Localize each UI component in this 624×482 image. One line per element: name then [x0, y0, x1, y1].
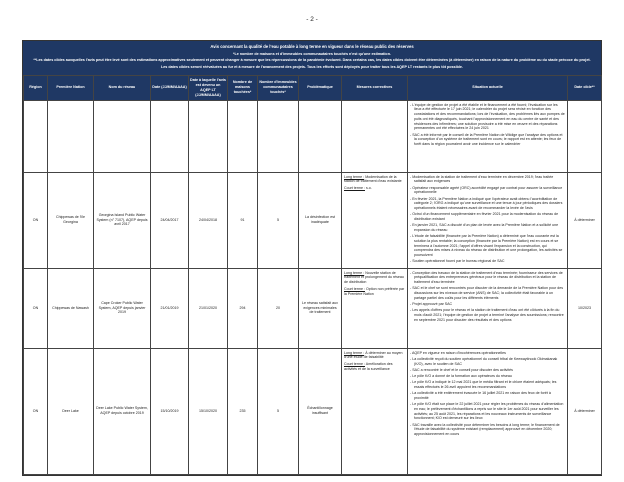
measure-long-text: Modernisation de la station de traitement d'eau existante — [344, 174, 402, 184]
col-header-system-name: Nom du réseau — [94, 75, 151, 100]
situation-bullet: - Le pôle K/O a donné de la formation aux opérateurs du réseau — [410, 374, 565, 379]
page-number: - 2 - — [306, 16, 318, 23]
situation-bullet: - La collectivité a été entièrement évacuée le 16 juillet 2021 en raison des feux de forêt à proximité — [410, 391, 565, 400]
cell-system-name — [94, 100, 151, 172]
cell-issue: Échantillonnage insuffisant — [299, 348, 342, 474]
advisories-table — [22, 40, 602, 476]
situation-bullet: - En février 2021, la Première Nation a indiqué que l'opérateur avait obtenu l'accréditation de catégorie 2; l'ORG a indiqué qu'une surveillance et une tenue à jour périodiques des dossiers opérationnels étaient nécessaires avant de recommander la levée de l'avis — [410, 197, 565, 211]
measure-long-text: À déterminer au moyen d'une étude de faisabilité — [344, 350, 403, 360]
cell-date: 24/04/2017 — [151, 172, 189, 268]
col-header-issue: Problématique — [299, 75, 342, 100]
situation-bullet: - Conception des travaux de la station de traitement d'eau terminée; fournisseur des services de préqualification des entrepreneurs généraux pour le réseau de distribution et la station de traitement d'eau terminée — [410, 271, 565, 285]
cell-first-nation — [48, 100, 94, 172]
cell-homes: 235 — [228, 348, 258, 474]
cell-system-name: Georgina Island Public Water System (n° 7107), AQEP depuis avril 2017 — [94, 172, 151, 268]
cell-target-date: À déterminer — [568, 348, 602, 474]
cell-date: 15/10/2019 — [151, 348, 189, 474]
cell-system-name: Cape Croker Public Water System, AQEP depuis janvier 2019 — [94, 268, 151, 348]
col-header-target-date: Date cible** — [568, 75, 602, 100]
col-header-buildings: Nombre d'immeubles communautaires touchés* — [258, 75, 299, 100]
cell-buildings: 5 — [258, 172, 299, 268]
cell-homes — [228, 100, 258, 172]
measure-long-label: Long terme : — [344, 350, 365, 355]
measure-court-label: Court terme : — [344, 362, 365, 367]
situation-bullet: - SAC et le chef se sont rencontrés pour discuter de la demande de la Première Nation pour des discussions sur les niveaux de service (ANS) de SAC; la collectivité était favorable à un partage partiel des coûts pour les différents éléments — [410, 286, 565, 300]
cell-situation — [408, 268, 568, 348]
situation-bullet: - AQEP en vigueur en raison d'incohérences opérationnelles — [410, 351, 565, 356]
cell-date — [151, 100, 189, 172]
situation-bullet: - Modernisation de la station de traitement d'eau terminée en décembre 2019; l'eau traitée satisfait aux exigences — [410, 175, 565, 184]
situation-bullet: - Soutien opérationnel fourni par le bureau régional de SAC — [410, 259, 565, 264]
cell-measures — [342, 348, 408, 474]
cell-first-nation: Chippewas de l'île Georgina — [48, 172, 94, 268]
measure-court-text: s.o. — [365, 186, 372, 191]
table-row — [24, 172, 602, 268]
cell-measures — [342, 172, 408, 268]
cell-region: ON — [24, 268, 48, 348]
situation-bullet: - Les appels d'offres pour le réseau et la station de traitement d'eau ont été clôturés à la fin du mois d'août 2021; l'équipe de gestion de projet a terminé l'analyse des soumissions; rencontre en septembre 2021 pour discuter des résultats et des options — [410, 308, 565, 322]
situation-bullet: - En janvier 2021, SAC a discuté d'un plan de levée avec la Première Nation et a sollicité une expansion du réseau — [410, 223, 565, 232]
cell-target-date: À déterminer — [568, 172, 602, 268]
cell-measures — [342, 100, 408, 172]
cell-buildings: 20 — [258, 268, 299, 348]
situation-bullet: - Octroi d'un financement supplémentaire en février 2021 pour la modernisation du réseau de distribution existant — [410, 212, 565, 221]
cell-issue: La désinfection est inadéquate — [299, 172, 342, 268]
situation-bullet-list — [410, 351, 565, 437]
situation-bullet: - Projet approuvé par SAC — [410, 302, 565, 307]
col-header-measures: Mesures correctives — [342, 75, 408, 100]
cell-situation — [408, 348, 568, 474]
col-header-first-nation: Première Nation — [48, 75, 94, 100]
cell-first-nation: Deer Lake — [48, 348, 94, 474]
cell-measures — [342, 268, 408, 348]
cell-target-date — [568, 100, 602, 172]
note-estimation: *Le nombre de maisons et d'immeubles communautaires touchés n'est qu'une estimation. — [233, 51, 391, 56]
situation-bullet: - SAC a été informé par le conseil de la Première Nation de Wiidige que l'analyse des options et la conception d'un système de traitement sont en cours; le rapport est en attente; les feux de forêt dans la région pourraient avoir une incidence sur le calendrier — [410, 133, 565, 147]
cell-region — [24, 100, 48, 172]
cell-target-date: 10/2023 — [568, 268, 602, 348]
measure-court-label: Court terme : — [344, 286, 365, 291]
cell-homes: 294 — [228, 268, 258, 348]
table-row — [24, 268, 602, 348]
cell-system-name: Deer Lake Public Water System, AQEP depuis octobre 2019 — [94, 348, 151, 474]
cell-date-lt: 21/01/2020 — [189, 268, 228, 348]
situation-bullet: - Le pôle K/O a indiqué le 12 mai 2021 que le média filtrant et le chlore étaient adéquats; les essais effectués le 26 avril appuient les recommandations — [410, 380, 565, 389]
situation-bullet-list — [410, 271, 565, 323]
col-header-date: Date (JJ/MM/AAAA) — [151, 75, 189, 100]
cell-date-lt — [189, 100, 228, 172]
situation-bullet: - L'équipe de gestion de projet a été établie et le financement a été fourni; l'évaluation sur les lieux a été effectuée le 17 juin 2021; le calendrier du projet sera révisé en fonction des constatations et des recommandations; lors de l'évaluation, des problèmes liés aux pompes de puits ont été diagnostiqués, touchant l'approvisionnement en eau du centre de santé et des résidences des infirmières; une solution provisoire a été mise en œuvre et des réparations permanentes ont été effectuées le 24 juin 2021 — [410, 103, 565, 131]
situation-bullet: - L'étude de faisabilité (financée par la Première Nation) a déterminé que l'eau courante est la solution la plus rentable; la conception (financée par la Première Nation) est en cours et se terminera à l'automne 2021; l'appel d'offres visant l'expansion et la construction, qui comprendra des mises à niveau du réseau de distribution et une prolongation, les activités se poursuivent — [410, 234, 565, 258]
cell-first-nation: Chippewas de Nawash — [48, 268, 94, 348]
situation-bullet-list — [410, 103, 565, 147]
measure-long-text: Nouvelle station de traitement et prolongement du réseau de distribution — [344, 270, 404, 285]
note-reassessment: Les dates cibles seront réévaluées au fur et à mesure de l'avancement des projets. Tous les efforts sont déployés pour traiter tous les AQEP LT restants le plus tôt possible. — [161, 65, 463, 70]
col-header-region: Région — [24, 75, 48, 100]
cell-date-lt: 24/04/2018 — [189, 172, 228, 268]
cell-date: 21/01/2019 — [151, 268, 189, 348]
table-title: Avis concernant la qualité de l'eau potable à long terme en vigueur dans le réseau public des réserves — [210, 44, 414, 49]
situation-bullet: - La collectivité reçoit du soutien opérationnel du conseil tribal de Keewaytinook Okimakanak (K/O), avec le soutien de SAC — [410, 357, 565, 366]
col-header-date-lt: Date à laquelle l'avis est devenu un AQEP LT (JJ/MM/AAAA) — [189, 75, 228, 100]
cell-homes: 91 — [228, 172, 258, 268]
measure-court-text: Amélioration des activités et de la surveillance — [344, 362, 393, 371]
cell-issue — [299, 100, 342, 172]
situation-bullet: - SAC a rencontré le chef et le conseil pour discuter des activités — [410, 368, 565, 373]
cell-date-lt: 15/10/2020 — [189, 348, 228, 474]
note-target-dates: **Les dates cibles auxquelles l'avis peut être levé sont des estimations approximatives seulement et peuvent changer à mesure que les répercussions de la pandémie évoluent. Dans certains cas, les dates cibles doivent être déterminées (à déterminer) en raison de la nature du problème ou du stade précoce du projet. — [33, 58, 591, 63]
header-row — [24, 75, 602, 100]
measure-long-label: Long terme : — [344, 270, 365, 275]
cell-situation — [408, 172, 568, 268]
situation-bullet-list — [410, 175, 565, 264]
measure-long-label: Long terme : — [344, 174, 365, 179]
cell-buildings — [258, 100, 299, 172]
advisories-grid — [23, 75, 602, 475]
table-row — [24, 348, 602, 474]
situation-bullet: - Le pôle K/O était sur place le 22 juillet 2021 pour régler les problèmes du réseau d'alimentation en eau; le prélèvement d'échantillons a repris sur le site le 1er août 2021 pour surveiller les activités; au 25 août 2021, les réparations et les nouveaux instruments de surveillance fonctionnent; K/O est demeuré sur les lieux — [410, 402, 565, 421]
measure-court-label: Court terme : — [344, 186, 365, 191]
col-header-homes: Nombre de maisons touchées* — [228, 75, 258, 100]
table-title-banner — [23, 41, 601, 75]
col-header-situation: Situation actuelle — [408, 75, 568, 100]
cell-buildings: 5 — [258, 348, 299, 474]
cell-region: ON — [24, 348, 48, 474]
cell-region: ON — [24, 172, 48, 268]
cell-situation — [408, 100, 568, 172]
measure-court-text: Option non préférée par la Première Nation — [344, 286, 405, 296]
situation-bullet: - Opérateur responsable agréé (ORC) accrédité engagé par contrat pour assurer la surveillance opérationnelle — [410, 186, 565, 195]
situation-bullet: - SAC travaille avec la collectivité pour déterminer les besoins à long terme; le financement de l'étude de faisabilité du système existant (remplacement) approuvé en décembre 2020; approvisionnement en cours — [410, 423, 565, 437]
cell-issue: Le réseau satisfait aux exigences minimales de traitement — [299, 268, 342, 348]
table-row — [24, 100, 602, 172]
